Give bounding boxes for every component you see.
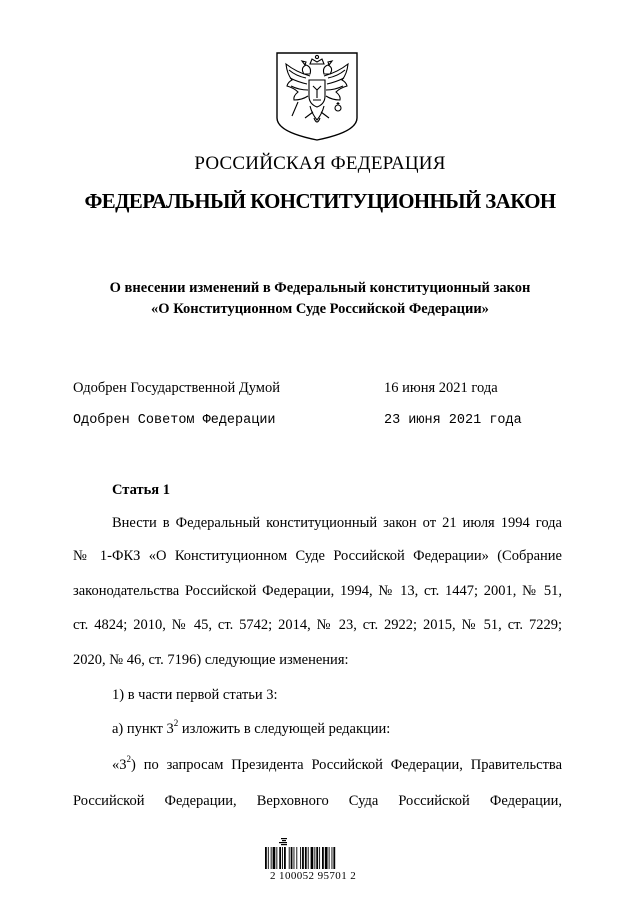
item-a-superscript: 2 — [173, 718, 179, 729]
approval-duma-label: Одобрен Государственной Думой — [73, 380, 280, 396]
article-quote-line — [112, 754, 562, 774]
approval-council-date: 23 июня 2021 года — [384, 413, 522, 428]
article-text-line: ст. 4824; 2010, № 45, ст. 5742; 2014, № 23, ст. 2922; 2015, № 51, ст. 7229; — [73, 617, 562, 633]
article-text-line: 1) в части первой статьи 3: — [112, 687, 278, 703]
article-text-line: № 1-ФКЗ «О Конституционном Суде Российской Федерации» (Собрание — [73, 548, 562, 564]
article-text-line: законодательства Российской Федерации, 1994, № 13, ст. 1447; 2001, № 51, — [73, 583, 562, 599]
barcode-icon — [261, 838, 365, 894]
approval-duma-date: 16 июня 2021 года — [384, 380, 498, 396]
quote-suffix: ) по запросам Президента Российской Федерации, Правительства — [131, 757, 562, 773]
approval-council-label: Одобрен Советом Федерации — [73, 413, 276, 428]
quote-prefix: «3 — [112, 757, 127, 773]
law-title-line-1: О внесении изменений в Федеральный конституционный закон — [109, 280, 531, 296]
law-type-heading: ФЕДЕРАЛЬНЫЙ КОНСТИТУЦИОННЫЙ ЗАКОН — [84, 189, 556, 213]
quote-superscript: 2 — [126, 754, 131, 765]
law-title-line-2: «О Конституционном Суде Российской Федерации» — [151, 301, 489, 317]
item-a-prefix: а) пункт 3 — [112, 721, 174, 737]
article-item-a — [112, 718, 562, 738]
article-text-line: 2020, № 46, ст. 7196) следующие изменения: — [73, 652, 349, 668]
country-heading: РОССИЙСКАЯ ФЕДЕРАЦИЯ — [194, 153, 446, 174]
item-a-suffix: изложить в следующей редакции: — [178, 721, 391, 737]
article-text-line: Российской Федерации, Верховного Суда Российской Федерации, — [73, 793, 562, 809]
article-text-line: Внести в Федеральный конституционный закон от 21 июля 1994 года — [112, 515, 562, 531]
article-heading: Статья 1 — [112, 482, 170, 498]
barcode-number: 2 100052 95701 2 — [270, 870, 357, 882]
state-emblem-icon — [274, 50, 360, 142]
